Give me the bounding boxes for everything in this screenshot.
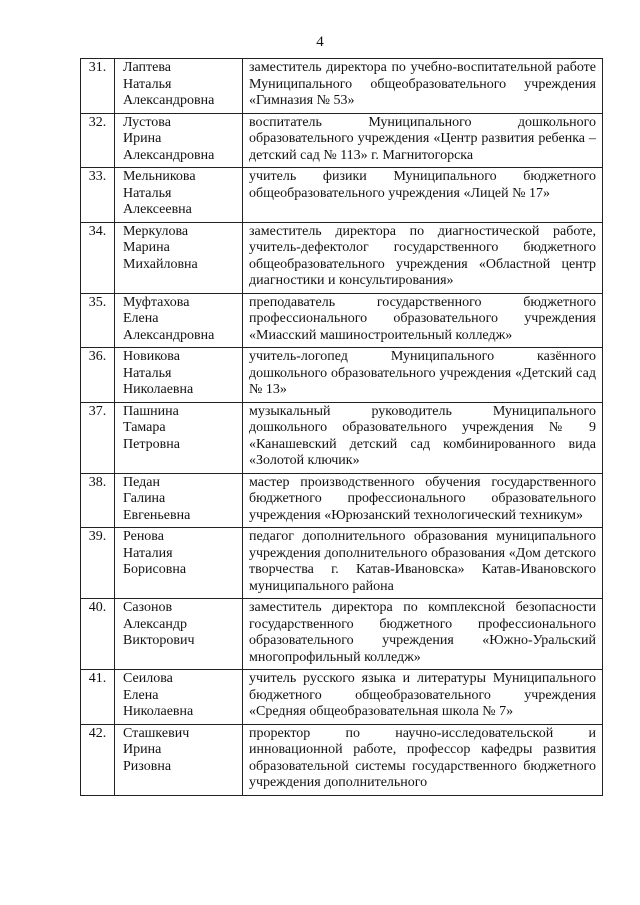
person-name-cell bbox=[115, 293, 243, 348]
given-name: Наталья bbox=[123, 365, 172, 381]
table-row bbox=[81, 348, 603, 403]
surname: Педан bbox=[123, 474, 160, 490]
given-name: Наталья bbox=[123, 76, 172, 92]
row-number: 35. bbox=[81, 293, 115, 348]
row-number: 31. bbox=[81, 59, 115, 114]
table-row bbox=[81, 724, 603, 795]
given-name: Александр bbox=[123, 616, 187, 632]
person-name-cell bbox=[115, 222, 243, 293]
patronymic: Александровна bbox=[123, 93, 215, 108]
patronymic: Ризовна bbox=[123, 758, 172, 774]
surname: Мельникова bbox=[123, 169, 196, 184]
patronymic: Николаевна bbox=[123, 704, 194, 719]
position-description: проректор по научно-исследовательской и инновационной работе, профессор кафедры развития образовательной системы государственного бюджетного учреждения дополнительного bbox=[243, 724, 603, 795]
position-description: музыкальный руководитель Муниципального дошкольного образовательного учреждения № 9 «Канашевский детский сад комбинированного вида «Золотой ключик» bbox=[243, 402, 603, 473]
surname: Новикова bbox=[123, 349, 180, 364]
row-number: 41. bbox=[81, 670, 115, 725]
patronymic: Петровна bbox=[123, 436, 180, 452]
patronymic: Викторович bbox=[123, 633, 195, 648]
position-description: заместитель директора по комплексной безопасности государственного бюджетного профессионального образовательного учреждения «Южно-Уральский многопрофильный колледж» bbox=[243, 599, 603, 670]
given-name: Наталия bbox=[123, 545, 173, 561]
surname: Лаптева bbox=[123, 60, 171, 75]
surname: Сташкевич bbox=[123, 725, 190, 741]
position-description: педагог дополнительного образования муниципального учреждения дополнительного образования «Дом детского творчества г. Катав-Ивановска» Катав-Ивановского муниципального района bbox=[243, 528, 603, 599]
table-row bbox=[81, 402, 603, 473]
given-name: Елена bbox=[123, 687, 159, 703]
table-row bbox=[81, 473, 603, 528]
patronymic: Борисовна bbox=[123, 562, 187, 577]
given-name: Наталья bbox=[123, 185, 172, 201]
position-description: заместитель директора по диагностической работе, учитель-дефектолог государственного бюджетного общеобразовательного учреждения «Областной центр диагностики и консультирования» bbox=[243, 222, 603, 293]
given-name: Ирина bbox=[123, 742, 162, 757]
table-row bbox=[81, 293, 603, 348]
row-number: 42. bbox=[81, 724, 115, 795]
person-name-cell bbox=[115, 724, 243, 795]
person-name-cell bbox=[115, 528, 243, 599]
patronymic: Александровна bbox=[123, 327, 215, 343]
patronymic: Михайловна bbox=[123, 256, 198, 272]
row-number: 34. bbox=[81, 222, 115, 293]
surname: Сазонов bbox=[123, 600, 173, 615]
surname: Сеилова bbox=[123, 671, 173, 686]
table-row bbox=[81, 59, 603, 114]
person-name-cell bbox=[115, 168, 243, 223]
person-name-cell bbox=[115, 599, 243, 670]
row-number: 32. bbox=[81, 113, 115, 168]
row-number: 39. bbox=[81, 528, 115, 599]
position-description: воспитатель Муниципального дошкольного образовательного учреждения «Центр развития ребенка – детский сад № 113» г. Магнитогорска bbox=[243, 113, 603, 168]
table-row bbox=[81, 222, 603, 293]
table-row bbox=[81, 528, 603, 599]
patronymic: Николаевна bbox=[123, 382, 194, 397]
table-row bbox=[81, 670, 603, 725]
row-number: 36. bbox=[81, 348, 115, 403]
position-description: учитель физики Муниципального бюджетного общеобразовательного учреждения «Лицей № 17» bbox=[243, 168, 603, 223]
person-name-cell bbox=[115, 113, 243, 168]
patronymic: Евгеньевна bbox=[123, 507, 191, 523]
person-name-cell bbox=[115, 473, 243, 528]
surname: Пашнина bbox=[123, 403, 179, 419]
given-name: Марина bbox=[123, 240, 170, 255]
row-number: 40. bbox=[81, 599, 115, 670]
given-name: Галина bbox=[123, 491, 166, 506]
given-name: Елена bbox=[123, 311, 159, 326]
person-name-cell bbox=[115, 402, 243, 473]
given-name: Ирина bbox=[123, 131, 162, 146]
position-description: преподаватель государственного бюджетного профессионального образовательного учреждения «Миасский машиностроительный колледж» bbox=[243, 293, 603, 348]
surname: Ренова bbox=[123, 529, 164, 544]
participants-table-body bbox=[81, 59, 603, 796]
row-number: 38. bbox=[81, 473, 115, 528]
table-row bbox=[81, 168, 603, 223]
row-number: 33. bbox=[81, 168, 115, 223]
surname: Меркулова bbox=[123, 223, 189, 239]
surname: Муфтахова bbox=[123, 294, 190, 310]
given-name: Тамара bbox=[123, 420, 166, 435]
table-row bbox=[81, 113, 603, 168]
row-number: 37. bbox=[81, 402, 115, 473]
page-number: 4 bbox=[316, 34, 324, 50]
person-name-cell bbox=[115, 59, 243, 114]
surname: Лустова bbox=[123, 114, 171, 130]
table-row bbox=[81, 599, 603, 670]
patronymic: Александровна bbox=[123, 147, 215, 163]
participants-table bbox=[80, 58, 603, 796]
person-name-cell bbox=[115, 348, 243, 403]
position-description: учитель-логопед Муниципального казённого дошкольного образовательного учреждения «Детский сад № 13» bbox=[243, 348, 603, 403]
position-description: учитель русского языка и литературы Муниципального бюджетного общеобразовательного учреждения «Средняя общеобразовательная школа № 7» bbox=[243, 670, 603, 725]
position-description: мастер производственного обучения государственного бюджетного профессионального образовательного учреждения «Юрюзанский технологический техникум» bbox=[243, 473, 603, 528]
person-name-cell bbox=[115, 670, 243, 725]
position-description: заместитель директора по учебно-воспитательной работе Муниципального общеобразовательного учреждения «Гимназия № 53» bbox=[243, 59, 603, 114]
patronymic: Алексеевна bbox=[123, 202, 192, 217]
